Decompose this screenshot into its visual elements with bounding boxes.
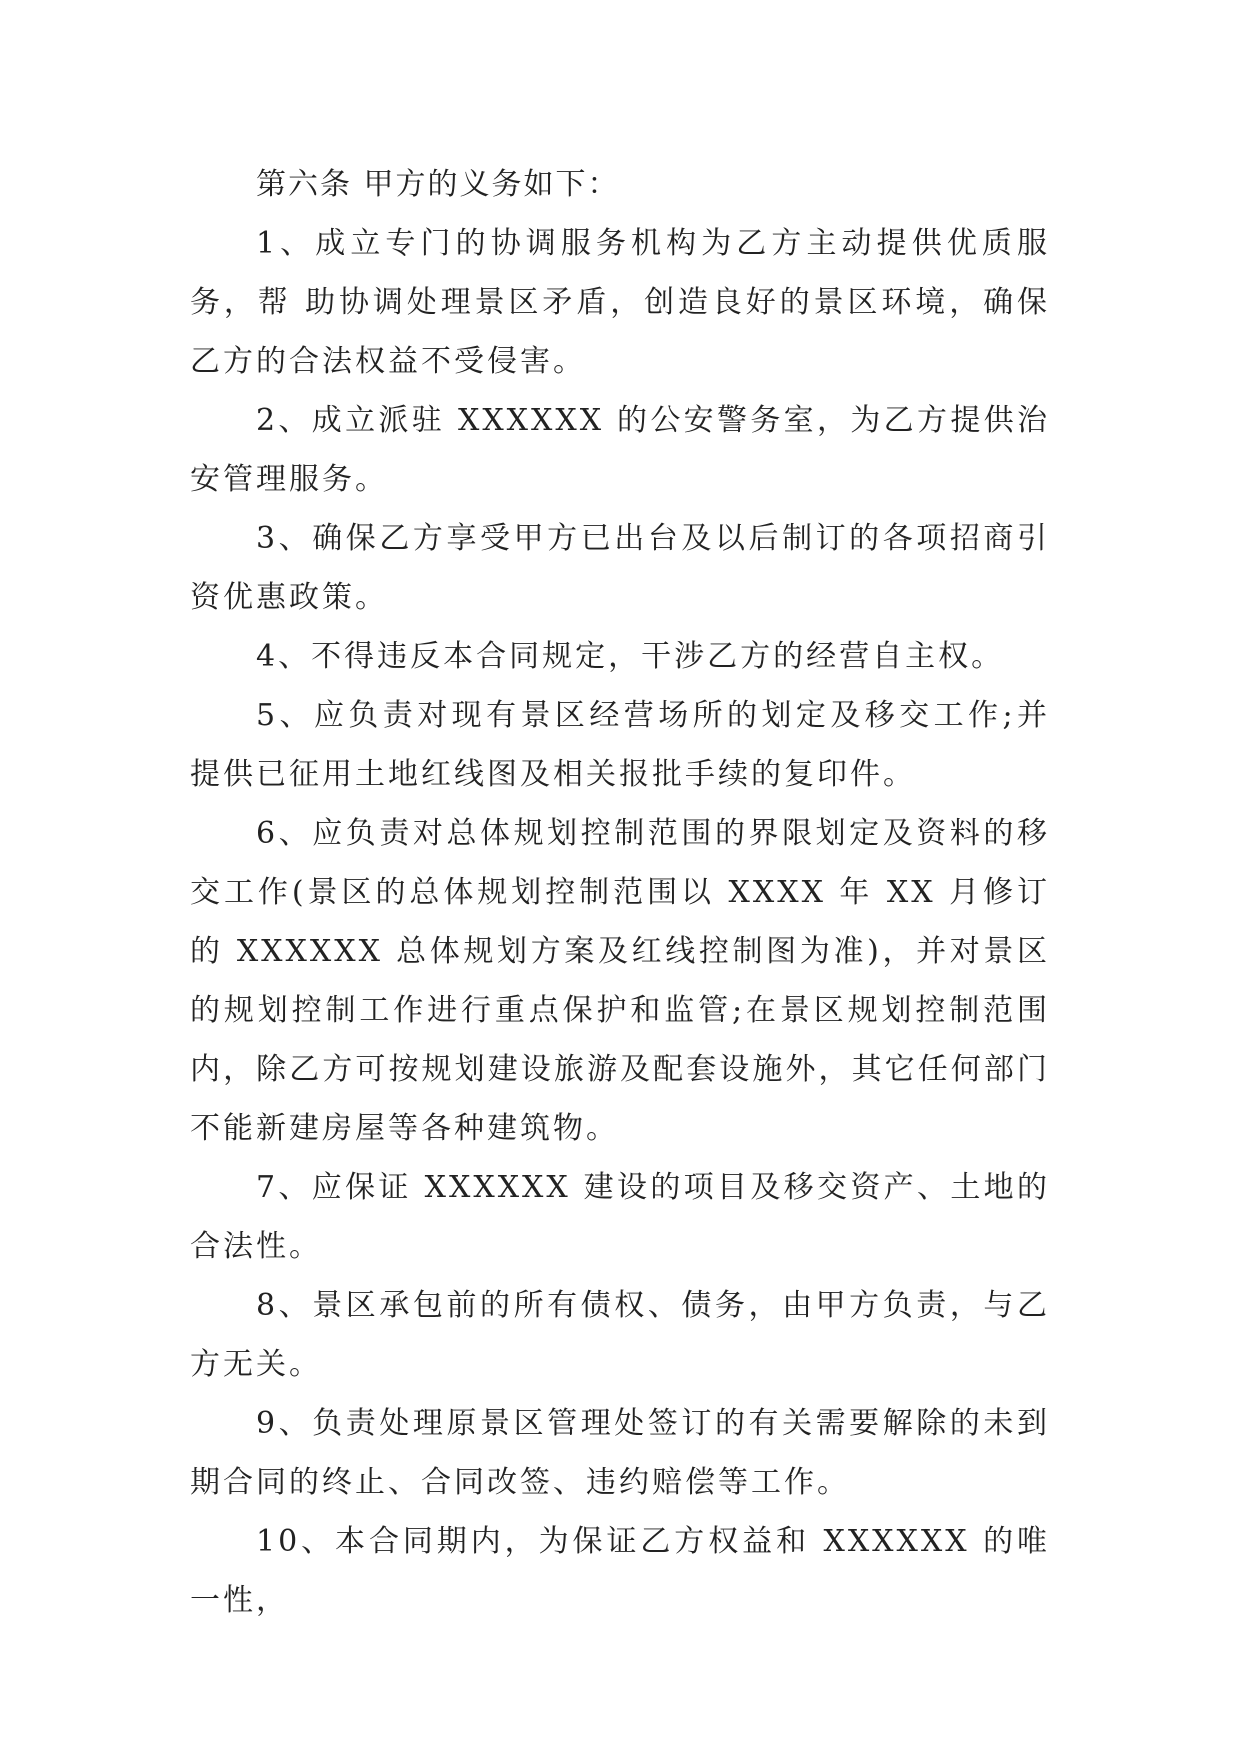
clause-5: 5、应负责对现有景区经营场所的划定及移交工作;并提供已征用土地红线图及相关报批手续的复印件。 (190, 698, 1050, 792)
clause-7: 7、应保证 XXXXXX 建设的项目及移交资产、土地的合法性。 (190, 1170, 1050, 1264)
clause-1: 1、成立专门的协调服务机构为乙方主动提供优质服务，帮 助协调处理景区矛盾，创造良好的景区环境，确保乙方的合法权益不受侵害。 (190, 226, 1050, 379)
clause-4: 4、不得违反本合同规定，干涉乙方的经营自主权。 (256, 639, 1005, 674)
clause-3: 3、确保乙方享受甲方已出台及以后制订的各项招商引资优惠政策。 (190, 521, 1050, 615)
clause-9: 9、负责处理原景区管理处签订的有关需要解除的未到期合同的终止、合同改签、违约赔偿等工作。 (190, 1406, 1050, 1500)
document-body (190, 155, 1050, 1630)
clause-6: 6、应负责对总体规划控制范围的界限划定及资料的移交工作(景区的总体规划控制范围以 XXXX 年 XX 月修订的 XXXXXX 总体规划方案及红线控制图为准)，并对景区的规划控制工作进行重点保护和监管;在景区规划控制范围内，除乙方可按规划建设旅游及配套设施外，其它任何部门不能新建房屋等各种建筑物。 (190, 816, 1050, 1146)
article-heading: 第六条 甲方的义务如下： (256, 167, 620, 202)
clause-2: 2、成立派驻 XXXXXX 的公安警务室，为乙方提供治安管理服务。 (190, 403, 1050, 497)
clause-8: 8、景区承包前的所有债权、债务，由甲方负责，与乙方无关。 (190, 1288, 1050, 1382)
clause-10: 10、本合同期内，为保证乙方权益和 XXXXXX 的唯一性， (190, 1524, 1050, 1618)
